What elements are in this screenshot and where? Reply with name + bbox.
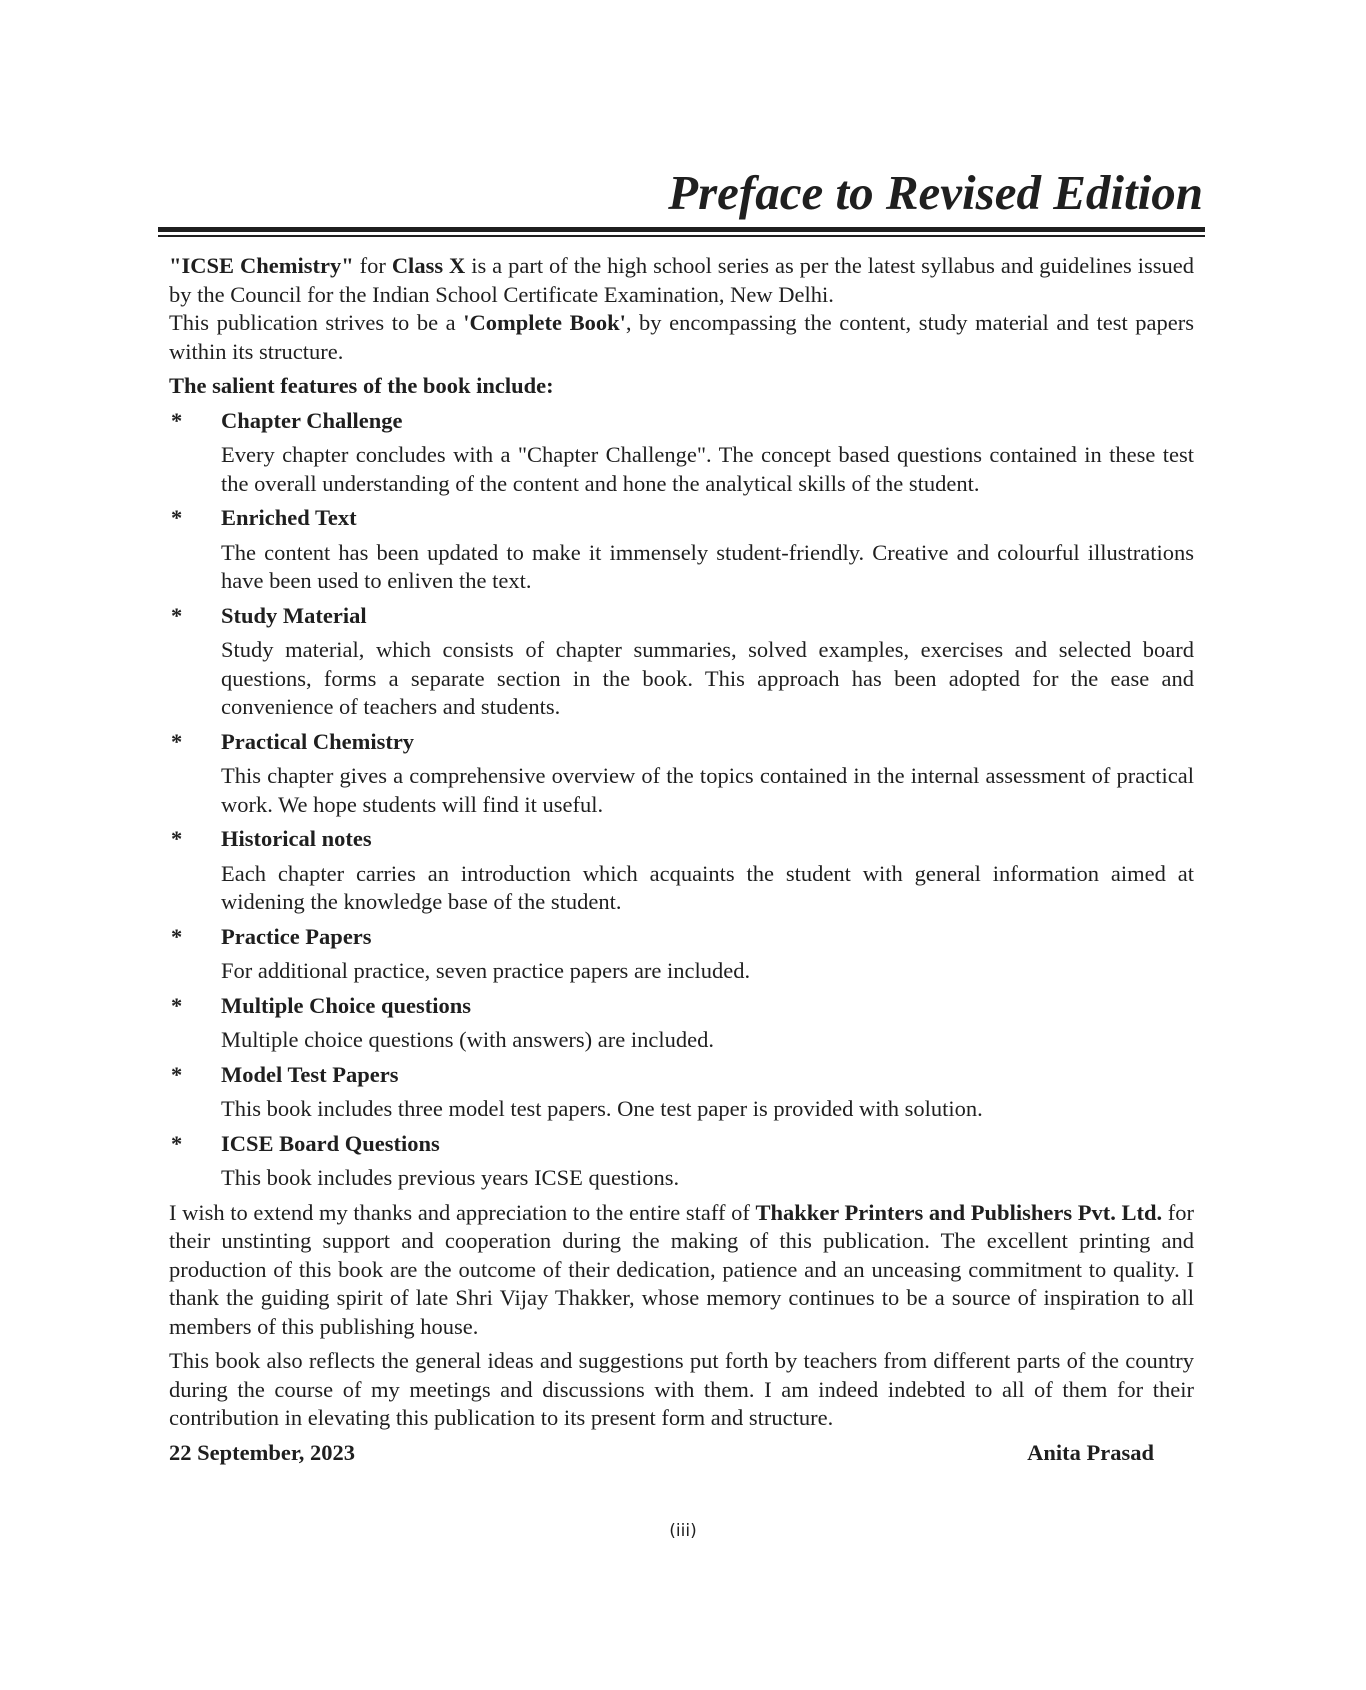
page-title: Preface to Revised Edition xyxy=(668,165,1203,220)
features-list xyxy=(169,407,1194,1193)
feature-description: Multiple choice questions (with answers) are included. xyxy=(221,1027,714,1052)
title-rule-thick xyxy=(158,227,1205,232)
bullet-asterisk: * xyxy=(171,602,183,628)
author-name: Anita Prasad xyxy=(1027,1439,1154,1465)
acknowledgement-paragraph xyxy=(169,1199,1194,1342)
feature-item xyxy=(169,923,1194,986)
bullet-asterisk: * xyxy=(171,923,183,949)
class-name: Class X xyxy=(391,253,466,278)
feature-item xyxy=(169,992,1194,1055)
publisher-name: Thakker Printers and Publishers Pvt. Ltd. xyxy=(755,1199,1163,1225)
bullet-asterisk: * xyxy=(171,826,183,851)
feature-item xyxy=(169,825,1194,917)
intro-text: is a part of the high school series as per the latest syllabus and guidelines issued by the Council for the Indian School Certificate Examination, New Delhi. xyxy=(169,253,1194,307)
intro-text: This publication strives to be a xyxy=(169,310,464,335)
preface-body xyxy=(169,252,1194,1467)
feature-item xyxy=(169,407,1194,499)
complete-book-phrase: 'Complete Book' xyxy=(463,310,626,335)
bullet-asterisk: * xyxy=(171,728,183,754)
feature-title: Practical Chemistry xyxy=(221,728,415,754)
feature-description: This book includes previous years ICSE questions. xyxy=(221,1165,680,1190)
feature-title: Chapter Challenge xyxy=(221,407,403,433)
feature-description: For additional practice, seven practice papers are included. xyxy=(221,958,751,983)
bullet-asterisk: * xyxy=(171,1061,183,1087)
title-rule-thin xyxy=(158,235,1205,237)
feature-item xyxy=(169,1130,1194,1193)
feature-title: Enriched Text xyxy=(221,505,357,530)
feature-description: Each chapter carries an introduction which acquaints the student with general information aimed at widening the knowledge base of the student. xyxy=(221,860,1194,914)
page-number: (iii) xyxy=(669,1521,697,1541)
preface-date: 22 September, 2023 xyxy=(169,1439,356,1465)
feature-title: Multiple Choice questions xyxy=(221,992,472,1018)
feature-title: Historical notes xyxy=(221,826,372,851)
reflection-paragraph: This book also reflects the general ideas and suggestions put forth by teachers from different parts of the country during the course of my meetings and discussions with them. I am indeed indebted to all of them for their contribution in elevating this publication to its present form and structure. xyxy=(169,1348,1194,1430)
bullet-asterisk: * xyxy=(171,992,183,1018)
feature-description: This chapter gives a comprehensive overview of the topics contained in the internal assessment of practical work. We hope students will find it useful. xyxy=(221,763,1194,817)
feature-item xyxy=(169,602,1194,722)
intro-text: , by encompassing the content, study material and test papers within its structure. xyxy=(169,310,1195,364)
bullet-asterisk: * xyxy=(171,1130,183,1156)
book-name: "ICSE Chemistry" xyxy=(169,253,354,278)
intro-paragraph-1 xyxy=(169,252,1194,309)
acknowledgement-text: for their unstinting support and cooperation during the making of this publication. The excellent printing and production of this book are the outcome of their dedication, patience and an unceasing commitment to quality. I thank the guiding spirit of late Shri Vijay Thakker, whose memory continues to be a source of inspiration to all members of this publishing house. xyxy=(169,1199,1194,1339)
acknowledgement-text: I wish to extend my thanks and appreciation to the entire staff of xyxy=(169,1199,756,1225)
feature-title: Study Material xyxy=(221,602,367,628)
feature-title: ICSE Board Questions xyxy=(221,1130,440,1156)
feature-item xyxy=(169,504,1194,596)
feature-description: Every chapter concludes with a "Chapter Challenge". The concept based questions contained in these test the overall understanding of the content and hone the analytical skills of the student. xyxy=(221,442,1194,496)
features-heading: The salient features of the book include: xyxy=(169,373,554,398)
feature-description: The content has been updated to make it immensely student-friendly. Creative and colourful illustrations have been used to enliven the text. xyxy=(221,539,1194,593)
feature-title: Model Test Papers xyxy=(221,1061,399,1087)
intro-text: for xyxy=(353,253,392,278)
bullet-asterisk: * xyxy=(171,407,183,433)
feature-item xyxy=(169,728,1194,820)
feature-description: This book includes three model test papers. One test paper is provided with solution. xyxy=(221,1096,983,1121)
feature-item xyxy=(169,1061,1194,1124)
bullet-asterisk: * xyxy=(171,505,183,530)
feature-title: Practice Papers xyxy=(221,923,372,949)
intro-paragraph-2 xyxy=(169,309,1194,366)
signature-row xyxy=(169,1439,1194,1468)
feature-description: Study material, which consists of chapter summaries, solved examples, exercises and selected board questions, forms a separate section in the book. This approach has been adopted for the ease and convenience of teachers and students. xyxy=(221,637,1194,719)
